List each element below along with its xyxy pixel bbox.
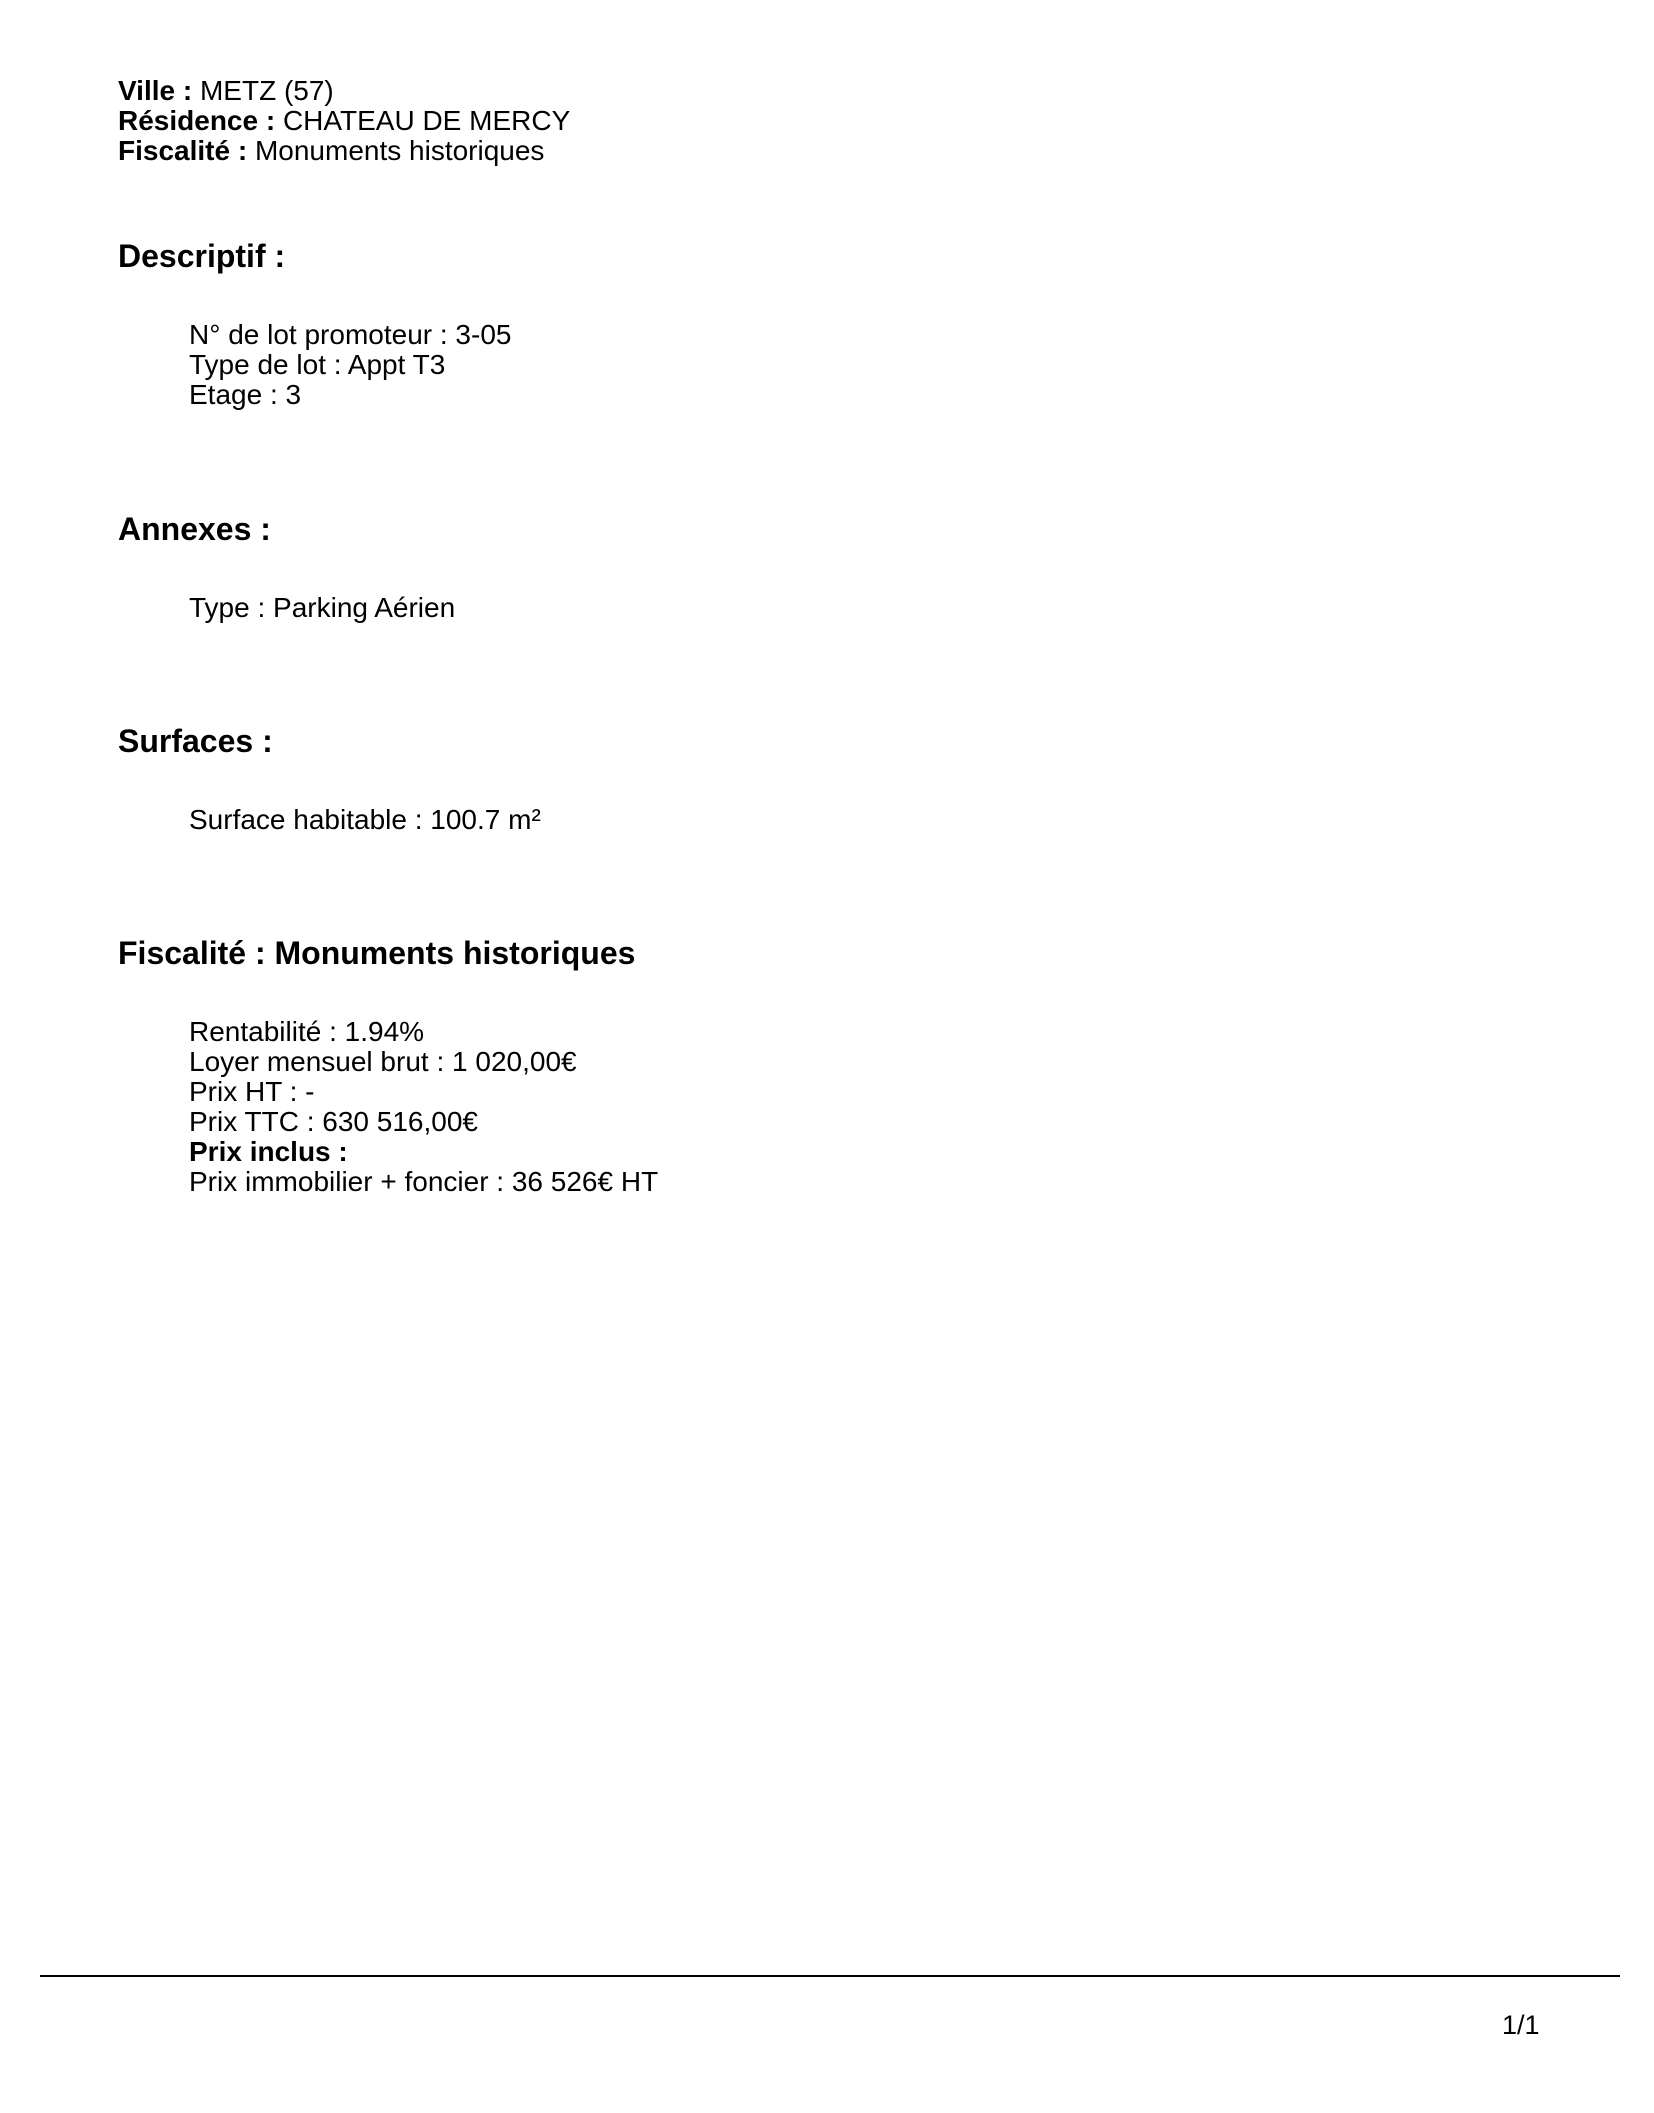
surfaces-body (189, 805, 541, 835)
lot-type-line: Type de lot : Appt T3 (189, 349, 446, 380)
descriptif-heading: Descriptif : (118, 238, 286, 274)
monthly-rent-line: Loyer mensuel brut : 1 020,00€ (189, 1046, 577, 1077)
living-area-line: Surface habitable : 100.7 m² (189, 804, 541, 835)
ville-label: Ville : (118, 75, 193, 106)
residence-label: Résidence : (118, 105, 276, 136)
ville-value: METZ (57) (199, 75, 334, 106)
floor-line: Etage : 3 (189, 379, 302, 410)
yield-line: Rentabilité : 1.94% (189, 1016, 425, 1047)
fiscalite-body (189, 1017, 658, 1197)
annexes-heading: Annexes : (118, 511, 271, 547)
property-summary (118, 76, 570, 166)
fiscalite-heading: Fiscalité : Monuments historiques (118, 935, 636, 971)
residence-line (118, 106, 570, 136)
residence-value: CHATEAU DE MERCY (282, 105, 571, 136)
price-included-label: Prix inclus : (189, 1136, 348, 1167)
fiscalite-line (118, 136, 570, 166)
annex-type-line: Type : Parking Aérien (189, 592, 456, 623)
lot-number-line: N° de lot promoteur : 3-05 (189, 319, 512, 350)
ville-line (118, 76, 570, 106)
descriptif-body (189, 320, 511, 410)
fiscalite-label: Fiscalité : (118, 135, 248, 166)
page-number: 1/1 (1502, 2010, 1540, 2040)
fiscalite-value: Monuments historiques (254, 135, 545, 166)
property-land-price-line: Prix immobilier + foncier : 36 526€ HT (189, 1166, 659, 1197)
footer-divider (40, 1975, 1620, 1977)
price-ht-line: Prix HT : - (189, 1076, 315, 1107)
annexes-body (189, 593, 455, 623)
price-ttc-line: Prix TTC : 630 516,00€ (189, 1106, 478, 1137)
surfaces-heading: Surfaces : (118, 723, 273, 759)
